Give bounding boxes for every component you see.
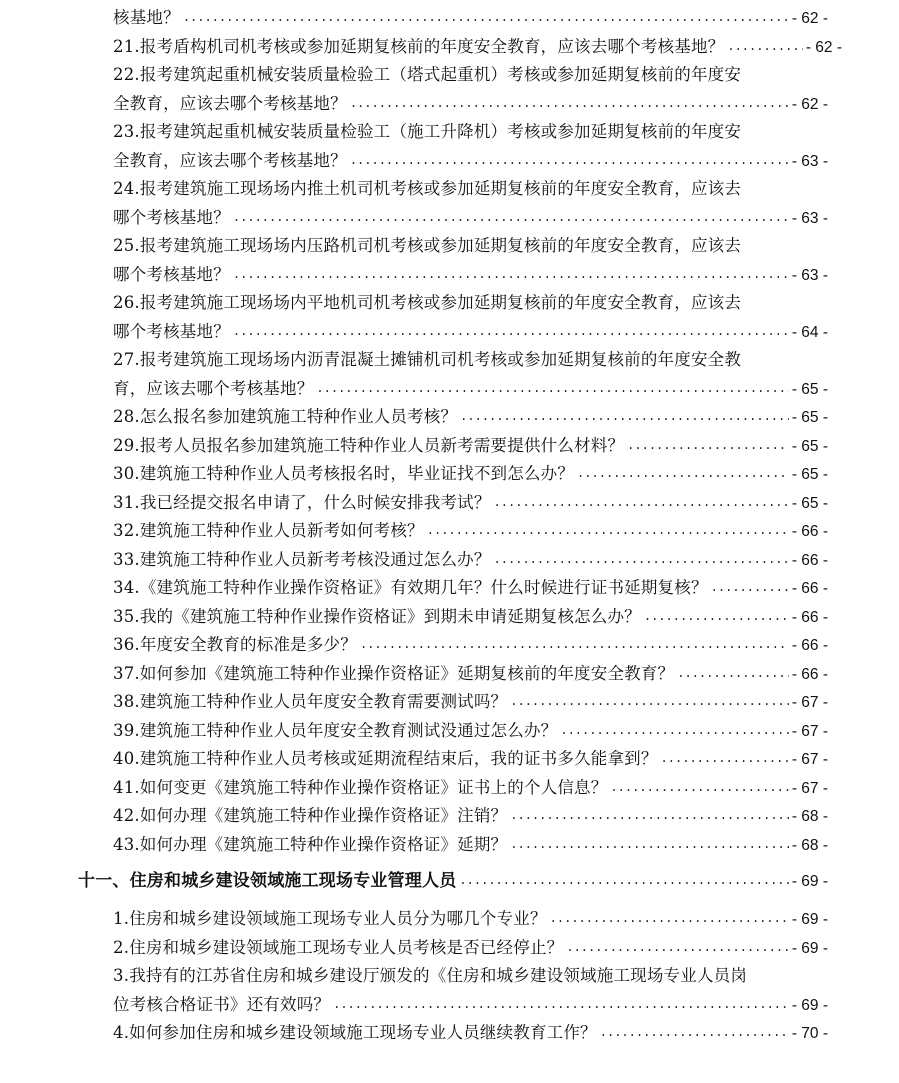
dot-leader bbox=[350, 146, 789, 174]
dot-leader bbox=[427, 516, 789, 544]
toc-entry-title: 37.如何参加《建筑施工特种作业操作资格证》延期复核前的年度安全教育？ bbox=[113, 664, 675, 683]
toc-entry[interactable] bbox=[113, 831, 828, 859]
toc-page-number: - 63 - bbox=[791, 267, 828, 284]
toc-page-number: - 69 - bbox=[791, 997, 828, 1014]
toc-page-number: - 64 - bbox=[791, 324, 828, 341]
toc-entry-line[interactable] bbox=[113, 118, 828, 146]
dot-leader bbox=[350, 89, 789, 117]
toc-section-heading[interactable] bbox=[78, 867, 828, 895]
toc-entry-line[interactable] bbox=[113, 232, 828, 260]
toc-entry-title: 36.年度安全教育的标准是多少？ bbox=[113, 635, 357, 654]
toc-entry-title: 39.建筑施工特种作业人员年度安全教育测试没通过怎么办？ bbox=[113, 721, 558, 740]
toc-entry-title: 1.住房和城乡建设领域施工现场专业人员分为哪几个专业？ bbox=[113, 909, 547, 928]
toc-page-number: - 69 - bbox=[791, 940, 828, 957]
toc-entry-title: 35.我的《建筑施工特种作业操作资格证》到期未申请延期复核怎么办？ bbox=[113, 607, 641, 626]
toc-page-number: - 65 - bbox=[791, 466, 828, 483]
toc-entry[interactable] bbox=[113, 774, 828, 802]
toc-entry[interactable] bbox=[113, 603, 828, 631]
toc-entry-title: 23.报考建筑起重机械安装质量检验工（施工升降机）考核或参加延期复核前的年度安 bbox=[113, 122, 742, 141]
toc-page-number: - 70 - bbox=[791, 1025, 828, 1042]
toc-entry-line[interactable] bbox=[113, 61, 828, 89]
dot-leader bbox=[233, 317, 789, 345]
toc-entry[interactable] bbox=[113, 204, 828, 232]
toc-entry-title: 27.报考建筑施工现场场内沥青混凝土摊铺机司机考核或参加延期复核前的年度安全教 bbox=[113, 350, 742, 369]
toc-entry[interactable] bbox=[113, 802, 828, 830]
toc-entry[interactable] bbox=[113, 1019, 828, 1047]
toc-page-number: - 62 - bbox=[791, 10, 828, 27]
toc-entry-title: 31.我已经提交报名申请了，什么时候安排我考试？ bbox=[113, 493, 491, 512]
toc-entry-title: 育，应该去哪个考核基地？ bbox=[113, 379, 314, 398]
toc-entry-title: 3.我持有的江苏省住房和城乡建设厅颁发的《住房和城乡建设领域施工现场专业人员岗 bbox=[113, 966, 748, 985]
toc-entry[interactable] bbox=[113, 261, 828, 289]
toc-entry-title: 十一、住房和城乡建设领域施工现场专业管理人员 bbox=[78, 871, 457, 891]
toc-entry[interactable] bbox=[113, 489, 828, 517]
toc-page-number: - 67 - bbox=[791, 751, 828, 768]
toc-entry[interactable] bbox=[113, 318, 828, 346]
toc-entry[interactable] bbox=[113, 90, 828, 118]
toc-entry[interactable] bbox=[113, 432, 828, 460]
toc-entry-title: 全教育，应该去哪个考核基地？ bbox=[113, 151, 347, 170]
toc-entry[interactable] bbox=[113, 717, 828, 745]
toc-entry-title: 4.如何参加住房和城乡建设领域施工现场专业人员继续教育工作？ bbox=[113, 1023, 597, 1042]
toc-entry[interactable] bbox=[113, 33, 842, 61]
toc-page-number: - 65 - bbox=[791, 495, 828, 512]
dot-leader bbox=[627, 431, 789, 459]
dot-leader bbox=[183, 3, 789, 31]
dot-leader bbox=[727, 32, 802, 60]
toc-entry-title: 25.报考建筑施工现场场内压路机司机考核或参加延期复核前的年度安全教育，应该去 bbox=[113, 236, 742, 255]
toc-page-number: - 66 - bbox=[791, 609, 828, 626]
toc-page-number: - 65 - bbox=[791, 381, 828, 398]
toc-page-number: - 66 - bbox=[791, 580, 828, 597]
dot-leader bbox=[233, 260, 789, 288]
dot-leader bbox=[711, 573, 789, 601]
dot-leader bbox=[333, 990, 789, 1018]
toc-entry-title: 32.建筑施工特种作业人员新考如何考核？ bbox=[113, 521, 424, 540]
toc-entry-line[interactable] bbox=[113, 962, 828, 990]
toc-page-number: - 63 - bbox=[791, 210, 828, 227]
toc-entry-title: 哪个考核基地？ bbox=[113, 208, 230, 227]
toc-entry-line[interactable] bbox=[113, 346, 828, 374]
toc-entry[interactable] bbox=[113, 403, 828, 431]
toc-page-number: - 66 - bbox=[791, 666, 828, 683]
dot-leader bbox=[316, 374, 788, 402]
toc-page-number: - 62 - bbox=[791, 96, 828, 113]
dot-leader bbox=[600, 1018, 789, 1046]
dot-leader bbox=[661, 744, 789, 772]
toc-entry-title: 43.如何办理《建筑施工特种作业操作资格证》延期？ bbox=[113, 835, 508, 854]
toc-page-number: - 67 - bbox=[791, 694, 828, 711]
toc-entry[interactable] bbox=[113, 934, 828, 962]
toc-page-number: - 65 - bbox=[791, 409, 828, 426]
dot-leader bbox=[494, 488, 789, 516]
toc-entry[interactable] bbox=[113, 905, 828, 933]
toc-entry-title: 24.报考建筑施工现场场内推土机司机考核或参加延期复核前的年度安全教育，应该去 bbox=[113, 179, 742, 198]
toc-page-number: - 63 - bbox=[791, 153, 828, 170]
dot-leader bbox=[233, 203, 789, 231]
toc-entry-title: 22.报考建筑起重机械安装质量检验工（塔式起重机）考核或参加延期复核前的年度安 bbox=[113, 65, 742, 84]
toc-entry-title: 38.建筑施工特种作业人员年度安全教育需要测试吗？ bbox=[113, 692, 508, 711]
dot-leader bbox=[644, 602, 789, 630]
dot-leader bbox=[677, 659, 789, 687]
toc-page-number: - 62 - bbox=[805, 39, 842, 56]
toc-entry-title: 21.报考盾构机司机考核或参加延期复核前的年度安全教育，应该去哪个考核基地？ bbox=[113, 37, 725, 56]
toc-entry-title: 位考核合格证书》还有效吗？ bbox=[113, 995, 331, 1014]
toc-entry-title: 哪个考核基地？ bbox=[113, 265, 230, 284]
toc-page-number: - 66 - bbox=[791, 552, 828, 569]
toc-entry-title: 42.如何办理《建筑施工特种作业操作资格证》注销？ bbox=[113, 806, 508, 825]
toc-entry-title: 哪个考核基地？ bbox=[113, 322, 230, 341]
dot-leader bbox=[460, 402, 789, 430]
toc-entry-title: 29.报考人员报名参加建筑施工特种作业人员新考需要提供什么材料？ bbox=[113, 436, 625, 455]
toc-entry-title: 26.报考建筑施工现场场内平地机司机考核或参加延期复核前的年度安全教育，应该去 bbox=[113, 293, 742, 312]
toc-page-number: - 68 - bbox=[791, 837, 828, 854]
toc-entry-title: 40.建筑施工特种作业人员考核或延期流程结束后，我的证书多久能拿到？ bbox=[113, 749, 658, 768]
toc-entry-title: 核基地？ bbox=[113, 8, 180, 27]
dot-leader bbox=[510, 801, 789, 829]
dot-leader bbox=[494, 545, 789, 573]
dot-leader bbox=[560, 716, 788, 744]
toc-entry-title: 28.怎么报名参加建筑施工特种作业人员考核？ bbox=[113, 407, 458, 426]
toc-page-number: - 65 - bbox=[791, 438, 828, 455]
dot-leader bbox=[360, 630, 789, 658]
toc-entry-title: 2.住房和城乡建设领域施工现场专业人员考核是否已经停止？ bbox=[113, 938, 564, 957]
toc-entry[interactable] bbox=[113, 147, 828, 175]
toc-entry-title: 34.《建筑施工特种作业操作资格证》有效期几年？什么时候进行证书延期复核？ bbox=[113, 578, 708, 597]
toc-entry[interactable] bbox=[113, 574, 828, 602]
toc-page-number: - 66 - bbox=[791, 637, 828, 654]
dot-leader bbox=[510, 830, 789, 858]
toc-entry-line[interactable] bbox=[113, 289, 828, 317]
toc-entry[interactable] bbox=[113, 375, 828, 403]
toc-page-number: - 68 - bbox=[791, 808, 828, 825]
toc-entry[interactable] bbox=[113, 4, 828, 32]
dot-leader bbox=[510, 687, 789, 715]
toc-page-number: - 66 - bbox=[791, 523, 828, 540]
toc-entry-line[interactable] bbox=[113, 175, 828, 203]
toc-page-number: - 67 - bbox=[791, 780, 828, 797]
toc-page-number: - 69 - bbox=[791, 911, 828, 928]
toc-entry[interactable] bbox=[113, 631, 828, 659]
dot-leader bbox=[459, 866, 788, 894]
dot-leader bbox=[566, 933, 788, 961]
dot-leader bbox=[610, 773, 788, 801]
toc-entry-title: 全教育，应该去哪个考核基地？ bbox=[113, 94, 347, 113]
toc-page-number: - 67 - bbox=[791, 723, 828, 740]
toc-page-number: - 69 - bbox=[791, 873, 828, 890]
toc-entry[interactable] bbox=[113, 745, 828, 773]
toc-entry-title: 41.如何变更《建筑施工特种作业操作资格证》证书上的个人信息？ bbox=[113, 778, 608, 797]
toc-entry[interactable] bbox=[113, 460, 828, 488]
toc-entry[interactable] bbox=[113, 688, 828, 716]
dot-leader bbox=[550, 904, 789, 932]
dot-leader bbox=[577, 459, 789, 487]
toc-entry[interactable] bbox=[113, 546, 828, 574]
toc-entry[interactable] bbox=[113, 660, 828, 688]
toc-entry[interactable] bbox=[113, 991, 828, 1019]
toc-entry-title: 30.建筑施工特种作业人员考核报名时，毕业证找不到怎么办？ bbox=[113, 464, 575, 483]
toc-entry-title: 33.建筑施工特种作业人员新考考核没通过怎么办？ bbox=[113, 550, 491, 569]
toc-entry[interactable] bbox=[113, 517, 828, 545]
